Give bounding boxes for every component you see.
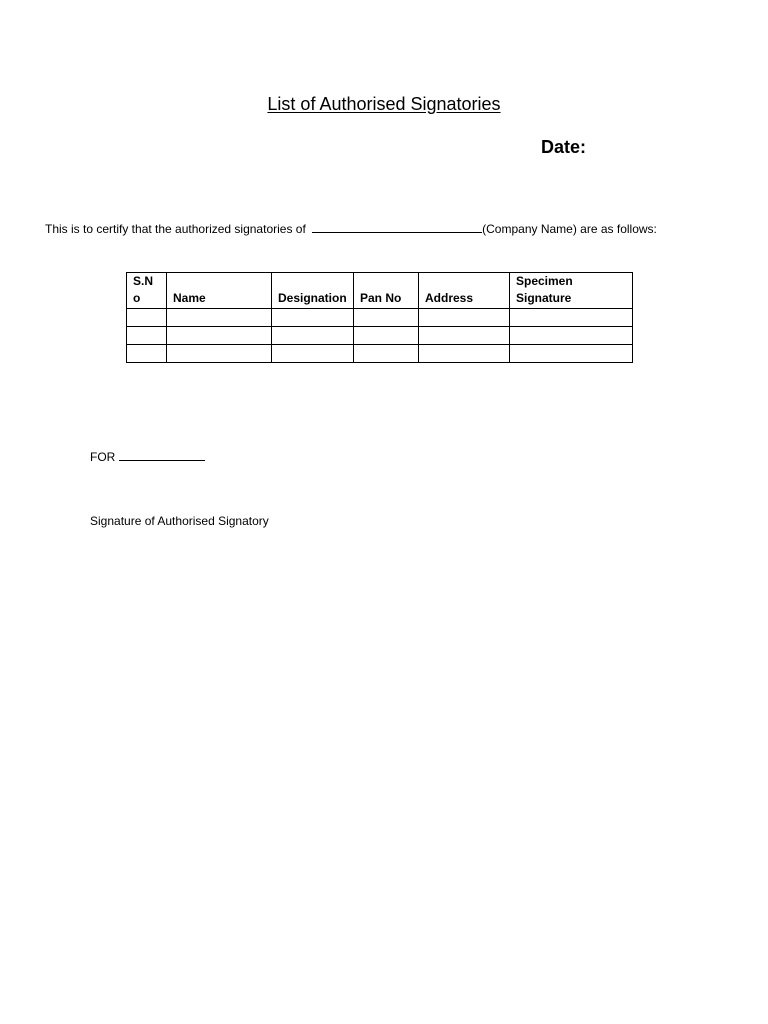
table-cell (419, 345, 510, 363)
document-title: List of Authorised Signatories (267, 94, 501, 114)
for-company-line (90, 449, 205, 464)
table-cell (354, 327, 419, 345)
table-cell (127, 327, 167, 345)
header-sno: S.N o (127, 273, 167, 309)
certification-statement (45, 219, 679, 239)
table-row (127, 327, 633, 345)
header-name: Name (167, 273, 272, 309)
table-cell (272, 327, 354, 345)
table-cell (272, 309, 354, 327)
date-label: Date: (541, 137, 587, 157)
table-cell (510, 345, 633, 363)
table-cell (167, 327, 272, 345)
table-cell (419, 309, 510, 327)
table-cell (127, 309, 167, 327)
table-cell (510, 309, 633, 327)
table-cell (354, 309, 419, 327)
table-cell (419, 327, 510, 345)
for-label: FOR (90, 450, 116, 464)
table-cell (510, 327, 633, 345)
certify-suffix: (Company Name) are as follows: (482, 222, 657, 236)
table-row (127, 345, 633, 363)
table-cell (354, 345, 419, 363)
table-cell (167, 309, 272, 327)
certify-prefix: This is to certify that the authorized signatories of (45, 222, 306, 236)
company-name-blank (312, 220, 482, 233)
table-header-row (127, 273, 633, 309)
table-row (127, 309, 633, 327)
header-address: Address (419, 273, 510, 309)
signatories-table (126, 272, 633, 363)
for-company-blank (119, 449, 205, 461)
header-specimen-signature: Specimen Signature (510, 273, 633, 309)
header-pan-no: Pan No (354, 273, 419, 309)
signature-label: Signature of Authorised Signatory (90, 514, 269, 528)
header-designation: Designation (272, 273, 354, 309)
table-cell (127, 345, 167, 363)
table-cell (272, 345, 354, 363)
table-cell (167, 345, 272, 363)
